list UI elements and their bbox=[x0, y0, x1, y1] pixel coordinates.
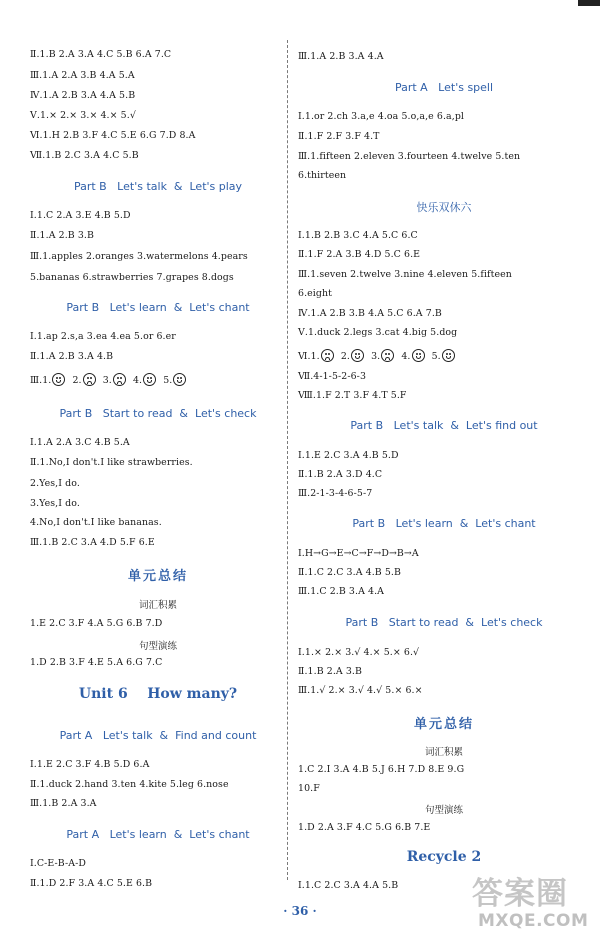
item-number: 3. bbox=[371, 351, 381, 362]
answer-line: Ⅲ.2-1-3-4-6-5-7 bbox=[298, 488, 373, 499]
answer-line: Ⅰ.1.C 2.C 3.A 4.A 5.B bbox=[298, 880, 399, 891]
column-divider bbox=[287, 40, 288, 880]
answer-line: Ⅰ.C-E-B-A-D bbox=[30, 858, 86, 869]
happy-face-icon bbox=[412, 349, 425, 362]
answer-line: Ⅲ.1.A 2.A 3.B 4.A 5.A bbox=[30, 70, 135, 81]
happy-face-icon bbox=[173, 373, 186, 386]
answer-line: 1.D 2.B 3.F 4.E 5.A 6.G 7.C bbox=[30, 657, 163, 668]
face-answer-line bbox=[298, 349, 459, 363]
face-answer-line bbox=[30, 373, 190, 387]
item-number: 5. bbox=[163, 375, 173, 386]
watermark-logo bbox=[468, 868, 594, 938]
answer-line: Ⅱ.1.B 2.A 3.D 4.C bbox=[298, 469, 383, 480]
section-heading: Part B Start to read & Let's check bbox=[59, 407, 257, 420]
sad-face-icon bbox=[321, 349, 334, 362]
section-heading: Part B Let's learn & Let's chant bbox=[352, 517, 536, 530]
answer-line: Ⅰ.1.ap 2.s,a 3.ea 4.ea 5.or 6.er bbox=[30, 331, 176, 342]
answer-line: Ⅲ.1.A 2.B 3.A 4.A bbox=[298, 51, 384, 62]
answer-line: Ⅱ.1.B 2.A 3.B bbox=[298, 666, 362, 677]
section-heading: Part A Let's spell bbox=[394, 81, 494, 94]
unit-summary-title: 单元总结 bbox=[413, 717, 474, 732]
answer-line: Ⅰ.1.E 2.C 3.F 4.B 5.D 6.A bbox=[30, 759, 150, 770]
answer-line: Ⅱ.1.A 2.B 3.B bbox=[30, 230, 94, 241]
sad-face-icon bbox=[83, 373, 96, 386]
answer-line: Ⅱ.1.No,I don't.I like strawberries. bbox=[30, 457, 193, 468]
section-heading: Part B Let's learn & Let's chant bbox=[66, 301, 250, 314]
corner-mark bbox=[578, 0, 600, 6]
answer-line: Ⅱ.1.D 2.F 3.A 4.C 5.E 6.B bbox=[30, 878, 153, 889]
sad-face-icon bbox=[113, 373, 126, 386]
happy-face-icon bbox=[442, 349, 455, 362]
answer-line: Ⅳ.1.A 2.B 3.B 4.A 5.C 6.A 7.B bbox=[298, 308, 442, 319]
answer-line: Ⅴ.1.× 2.× 3.× 4.× 5.√ bbox=[30, 110, 136, 121]
answer-line: Ⅱ.1.F 2.A 3.B 4.D 5.C 6.E bbox=[298, 249, 421, 260]
answer-line: Ⅰ.1.× 2.× 3.√ 4.× 5.× 6.√ bbox=[298, 647, 420, 658]
watermark-text: 答案圈 bbox=[472, 876, 568, 912]
answer-line: 10.F bbox=[298, 783, 320, 794]
answer-line: Ⅲ.1.C 2.B 3.A 4.A bbox=[298, 586, 385, 597]
happy-face-icon bbox=[143, 373, 156, 386]
section-heading: Part B Start to read & Let's check bbox=[345, 616, 543, 629]
answer-line: Ⅱ.1.duck 2.hand 3.ten 4.kite 5.leg 6.nose bbox=[30, 779, 229, 790]
sentence-subheading: 句型演练 bbox=[138, 641, 177, 652]
section-heading: 快乐双休六 bbox=[416, 201, 472, 214]
answer-line: Ⅲ.1.√ 2.× 3.√ 4.√ 5.× 6.× bbox=[298, 685, 423, 696]
answer-line: 3.Yes,I do. bbox=[30, 498, 80, 509]
recycle-title: Recycle 2 bbox=[406, 849, 482, 865]
answer-line: 1.E 2.C 3.F 4.A 5.G 6.B 7.D bbox=[30, 618, 163, 629]
section-heading: Part B Let's talk & Let's find out bbox=[350, 419, 538, 432]
answer-line: Ⅲ.1.seven 2.twelve 3.nine 4.eleven 5.fifteen bbox=[298, 269, 512, 280]
vocab-subheading: 词汇积累 bbox=[138, 600, 177, 611]
answer-line: Ⅰ.H→G→E→C→F→D→B→A bbox=[298, 548, 419, 559]
answer-line: Ⅲ.1.apples 2.oranges 3.watermelons 4.pears bbox=[30, 251, 248, 262]
watermark-url: MXQE.COM bbox=[478, 911, 589, 931]
vocab-subheading: 词汇积累 bbox=[424, 747, 463, 758]
answer-line: 1.D 2.A 3.F 4.C 5.G 6.B 7.E bbox=[298, 822, 431, 833]
answer-line: 4.No,I don't.I like bananas. bbox=[30, 517, 162, 528]
answer-line: Ⅶ.4-1-5-2-6-3 bbox=[298, 371, 367, 382]
item-number: 4. bbox=[132, 375, 143, 386]
section-heading: Part A Let's learn & Let's chant bbox=[66, 828, 250, 841]
answer-line: Ⅱ.1.C 2.C 3.A 4.B 5.B bbox=[298, 567, 401, 578]
answer-line: Ⅰ.1.or 2.ch 3.a,e 4.oa 5.o,a,e 6.a,pl bbox=[298, 111, 465, 122]
item-number: 5. bbox=[431, 351, 441, 362]
answer-line: Ⅰ.1.A 2.A 3.C 4.B 5.A bbox=[30, 437, 130, 448]
answer-line: Ⅳ.1.A 2.B 3.A 4.A 5.B bbox=[30, 90, 136, 101]
answer-line: Ⅰ.1.E 2.C 3.A 4.B 5.D bbox=[298, 450, 399, 461]
happy-face-icon bbox=[52, 373, 65, 386]
unit-title: Unit 6 How many? bbox=[78, 686, 238, 702]
answer-line: Ⅱ.1.A 2.B 3.A 4.B bbox=[30, 351, 114, 362]
page-number: · 36 · bbox=[283, 904, 317, 918]
item-number: 2. bbox=[72, 375, 82, 386]
answer-line: Ⅲ.1.fifteen 2.eleven 3.fourteen 4.twelve 5.ten bbox=[298, 151, 521, 162]
answer-line: 1.C 2.I 3.A 4.B 5.J 6.H 7.D 8.E 9.G bbox=[298, 764, 465, 775]
section-heading: Part B Let's talk & Let's play bbox=[73, 180, 243, 193]
item-number: Ⅵ.1. bbox=[298, 351, 320, 362]
unit-summary-title: 单元总结 bbox=[127, 569, 188, 584]
answer-line: Ⅴ.1.duck 2.legs 3.cat 4.big 5.dog bbox=[298, 327, 458, 338]
item-number: Ⅲ.1. bbox=[30, 375, 52, 386]
answer-line: Ⅰ.1.B 2.B 3.C 4.A 5.C 6.C bbox=[298, 230, 418, 241]
answer-line: Ⅲ.1.B 2.C 3.A 4.D 5.F 6.E bbox=[30, 537, 155, 548]
section-heading: Part A Let's talk & Find and count bbox=[59, 729, 257, 742]
answer-line: 5.bananas 6.strawberries 7.grapes 8.dogs bbox=[30, 272, 234, 283]
item-number: 3. bbox=[102, 375, 112, 386]
answer-line: 6.eight bbox=[298, 288, 332, 299]
answer-line: Ⅶ.1.B 2.C 3.A 4.C 5.B bbox=[30, 150, 139, 161]
answer-line: Ⅱ.1.F 2.F 3.F 4.T bbox=[298, 131, 380, 142]
item-number: 4. bbox=[401, 351, 411, 362]
happy-face-icon bbox=[351, 349, 364, 362]
sentence-subheading: 句型演练 bbox=[424, 805, 463, 816]
item-number: 2. bbox=[340, 351, 351, 362]
sad-face-icon bbox=[381, 349, 394, 362]
answer-line: 2.Yes,I do. bbox=[30, 478, 80, 489]
answer-line: Ⅷ.1.F 2.T 3.F 4.T 5.F bbox=[298, 390, 407, 401]
answer-line: Ⅵ.1.H 2.B 3.F 4.C 5.E 6.G 7.D 8.A bbox=[30, 130, 196, 141]
answer-line: 6.thirteen bbox=[298, 170, 347, 181]
answer-line: Ⅱ.1.B 2.A 3.A 4.C 5.B 6.A 7.C bbox=[30, 49, 172, 60]
answer-line: Ⅲ.1.B 2.A 3.A bbox=[30, 798, 97, 809]
answer-line: Ⅰ.1.C 2.A 3.E 4.B 5.D bbox=[30, 210, 131, 221]
